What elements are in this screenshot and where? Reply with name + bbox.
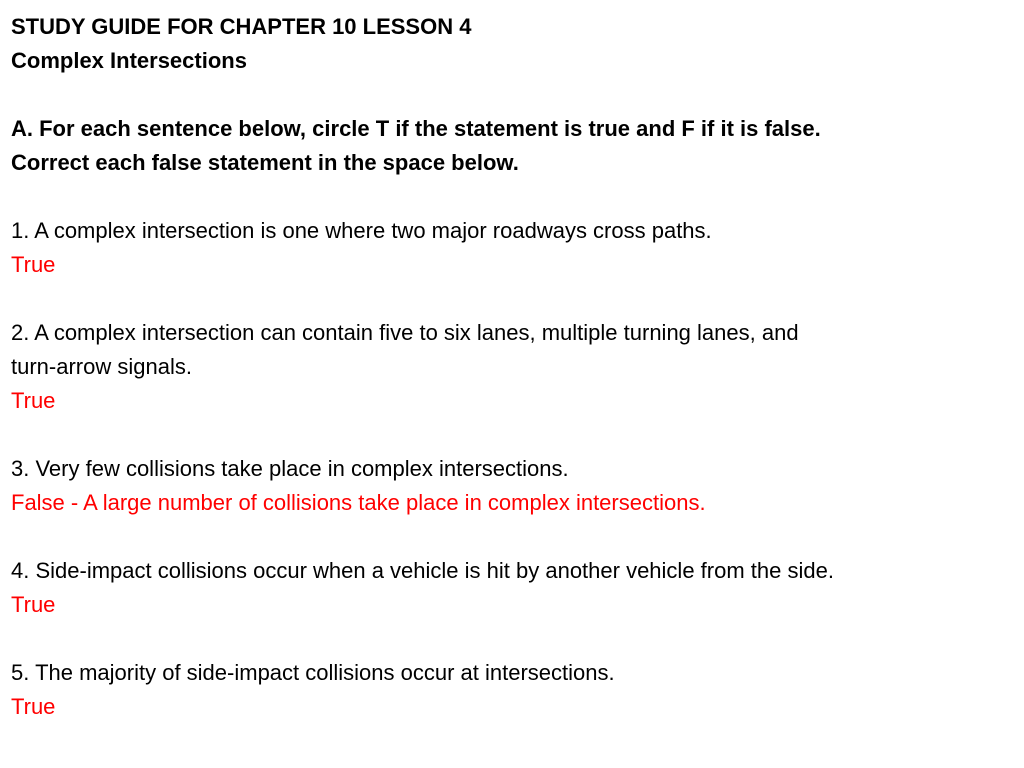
spacer xyxy=(11,418,1016,452)
spacer xyxy=(11,520,1016,554)
question-3-statement: 3. Very few collisions take place in complex intersections. xyxy=(11,456,569,481)
spacer xyxy=(11,180,1016,214)
page-subtitle: Complex Intersections xyxy=(11,48,247,73)
question-2-statement-line-1: 2. A complex intersection can contain five to six lanes, multiple turning lanes, and xyxy=(11,320,799,345)
question-4-answer: True xyxy=(11,592,56,617)
question-1-statement: 1. A complex intersection is one where two major roadways cross paths. xyxy=(11,218,712,243)
study-guide-slide xyxy=(11,10,1016,724)
page-title: STUDY GUIDE FOR CHAPTER 10 LESSON 4 xyxy=(11,14,472,39)
question-2-answer: True xyxy=(11,388,56,413)
instructions-line-2: Correct each false statement in the space below. xyxy=(11,150,519,175)
question-4-statement: 4. Side-impact collisions occur when a vehicle is hit by another vehicle from the side. xyxy=(11,558,834,583)
question-1-answer: True xyxy=(11,252,56,277)
spacer xyxy=(11,622,1016,656)
question-3-answer: False - A large number of collisions take place in complex intersections. xyxy=(11,490,706,515)
spacer xyxy=(11,282,1016,316)
instructions-line-1: A. For each sentence below, circle T if the statement is true and F if it is false. xyxy=(11,116,821,141)
question-2-statement-line-2: turn-arrow signals. xyxy=(11,354,192,379)
question-5-answer: True xyxy=(11,694,56,719)
spacer xyxy=(11,78,1016,112)
question-5-statement: 5. The majority of side-impact collisions occur at intersections. xyxy=(11,660,615,685)
